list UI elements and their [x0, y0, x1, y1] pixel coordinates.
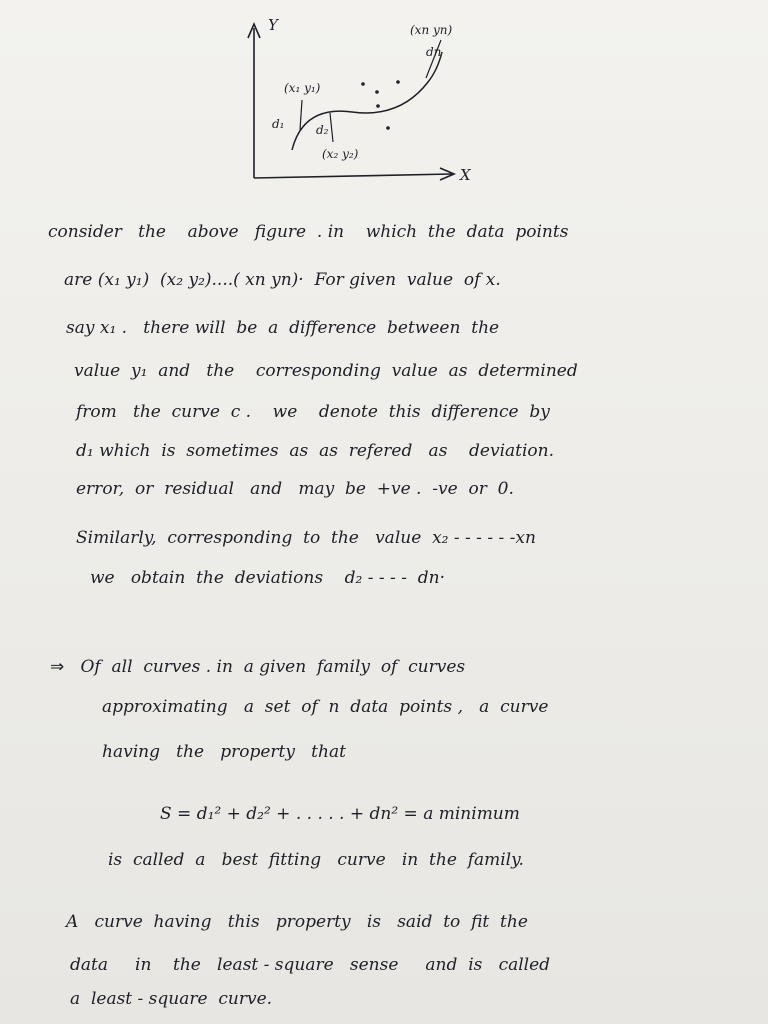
fitted-curve	[292, 52, 442, 150]
paragraph3-line-2: data in the least - square sense and is called	[70, 955, 551, 975]
paragraph1-line-7: error, or residual and may be +ve . -ve or 0.	[76, 479, 514, 499]
data-point	[376, 104, 380, 108]
data-point	[386, 126, 390, 130]
paragraph1-line-8: Similarly, corresponding to the value x₂ - - - - - -xn	[76, 528, 536, 548]
data-point	[375, 90, 379, 94]
paragraph1-line-9: we obtain the deviations d₂ - - - - dn·	[90, 568, 445, 588]
paragraph1-line-4: value y₁ and the corresponding value as determined	[74, 361, 578, 381]
least-squares-figure	[0, 0, 768, 200]
deviation-first	[300, 100, 302, 130]
deviation-first-label: d₁	[272, 117, 285, 131]
paragraph2-conclusion: is called a best fitting curve in the family.	[108, 850, 524, 870]
deviation-second	[330, 113, 333, 142]
paragraph1-line-3: say x₁ . there will be a difference between the	[66, 318, 500, 338]
least-squares-formula: S = d₁² + d₂² + . . . . . + dn² = a minimum	[160, 804, 520, 824]
paragraph1-line-5: from the curve c . we denote this difference by	[76, 402, 550, 422]
paragraph3-line-1: A curve having this property is said to fit the	[66, 912, 528, 932]
data-point	[396, 80, 400, 84]
paragraph1-line-6: d₁ which is sometimes as as refered as deviation.	[76, 441, 555, 461]
deviation-last-label: dn	[426, 45, 442, 59]
paragraph2-line-2: approximating a set of n data points , a curve	[102, 697, 549, 717]
paragraph2-line-3: having the property that	[102, 742, 346, 762]
point-last-label: (xn yn)	[410, 23, 453, 37]
paragraph2-line-1: ⇒ Of all curves . in a given family of curves	[50, 657, 466, 677]
data-point	[361, 82, 365, 86]
implies-arrow: ⇒	[50, 657, 65, 677]
x-axis	[254, 174, 452, 178]
y-axis-label: Y	[268, 16, 278, 34]
x-axis-label: X	[460, 166, 471, 184]
paragraph1-line-1: consider the above figure . in which the data points	[48, 222, 569, 242]
paragraph3-line-3: a least - square curve.	[70, 989, 273, 1009]
point-first-label: (x₁ y₁)	[284, 81, 321, 95]
deviation-second-label: d₂	[316, 123, 329, 137]
paragraph1-line-2: are (x₁ y₁) (x₂ y₂)....( xn yn)· For given value of x.	[64, 270, 501, 290]
point-second-label: (x₂ y₂)	[322, 147, 359, 161]
